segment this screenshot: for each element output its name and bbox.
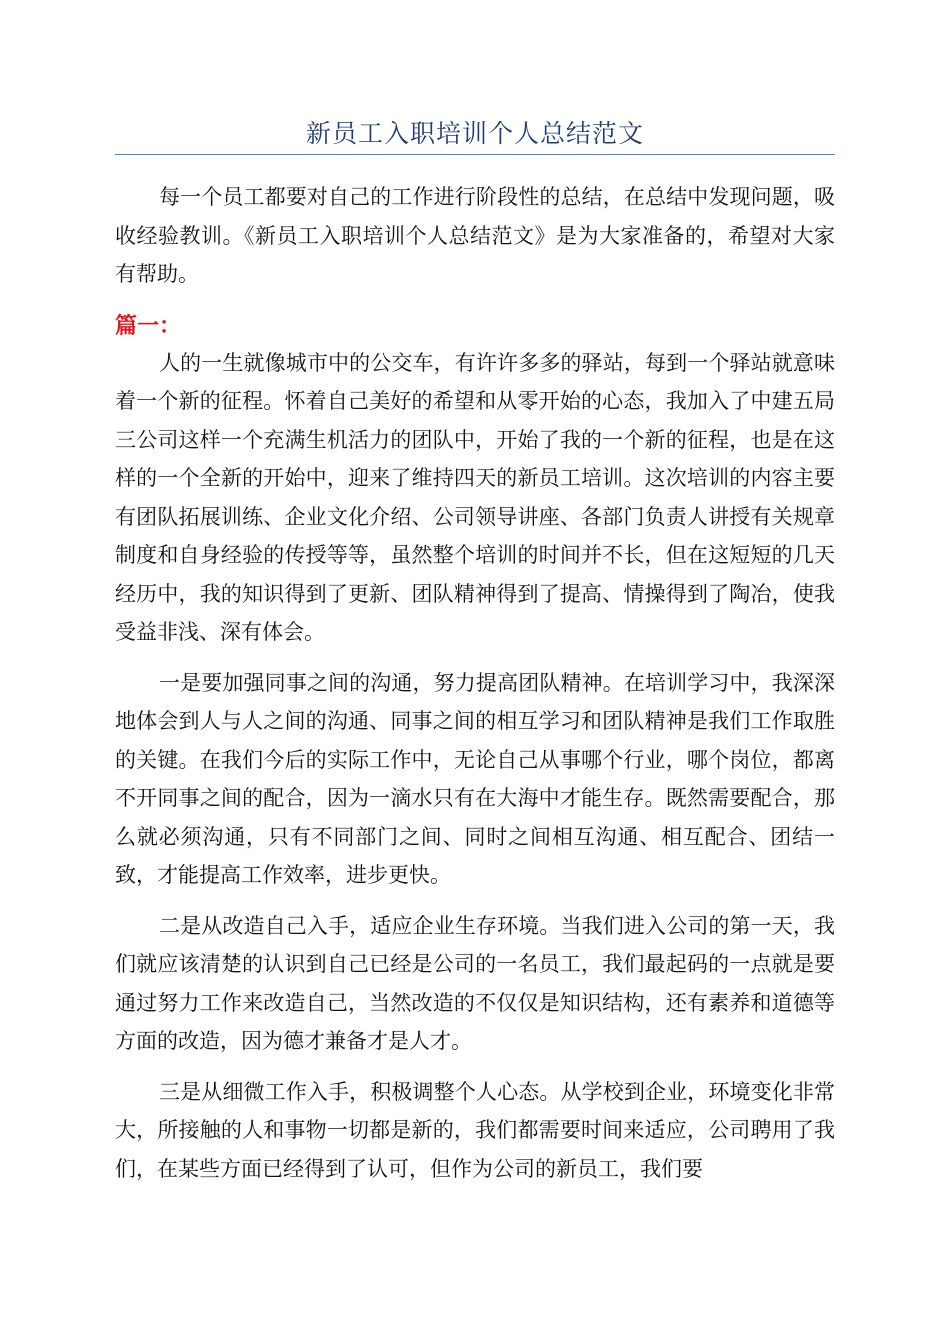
section-heading: 篇一： [115, 312, 182, 339]
document-body [115, 178, 835, 1188]
intro-paragraph: 每一个员工都要对自己的工作进行阶段性的总结，在总结中发现问题，吸收经验教训。《新员工入职培训个人总结范文》是为大家准备的，希望对大家有帮助。 [115, 185, 835, 286]
document-title: 新员工入职培训个人总结范文 [305, 119, 644, 148]
body-paragraph: 二是从改造自己入手，适应企业生存环境。当我们进入公司的第一天，我们就应该清楚的认识到自己已经是公司的一名员工，我们最起码的一点就是要通过努力工作来改造自己，当然改造的不仅仅是知识结构，还有素养和道德等方面的改造，因为德才兼备才是人才。 [115, 913, 835, 1053]
body-paragraph: 三是从细微工作入手，积极调整个人心态。从学校到企业，环境变化非常大，所接触的人和事物一切都是新的，我们都需要时间来适应，公司聘用了我们，在某些方面已经得到了认可，但作为公司的新员工，我们要 [115, 1079, 835, 1181]
title-underline [115, 154, 835, 155]
body-paragraph: 一是要加强同事之间的沟通，努力提高团队精神。在培训学习中，我深深地体会到人与人之间的沟通、同事之间的相互学习和团队精神是我们工作取胜的关键。在我们今后的实际工作中，无论自己从事哪个行业，哪个岗位，都离不开同事之间的配合，因为一滴水只有在大海中才能生存。既然需要配合，那么就必须沟通，只有不同部门之间、同时之间相互沟通、相互配合、团结一致，才能提高工作效率，进步更快。 [115, 670, 835, 887]
body-paragraph: 人的一生就像城市中的公交车，有许许多多的驿站，每到一个驿站就意味着一个新的征程。怀着自己美好的希望和从零开始的心态，我加入了中建五局三公司这样一个充满生机活力的团队中，开始了我的一个新的征程，也是在这样的一个全新的开始中，迎来了维持四天的新员工培训。这次培训的内容主要有团队拓展训练、企业文化介绍、公司领导讲座、各部门负责人讲授有关规章制度和自身经验的传授等等，虽然整个培训的时间并不长，但在这短短的几天经历中，我的知识得到了更新、团队精神得到了提高、情操得到了陶冶，使我受益非浅、深有体会。 [115, 350, 835, 644]
